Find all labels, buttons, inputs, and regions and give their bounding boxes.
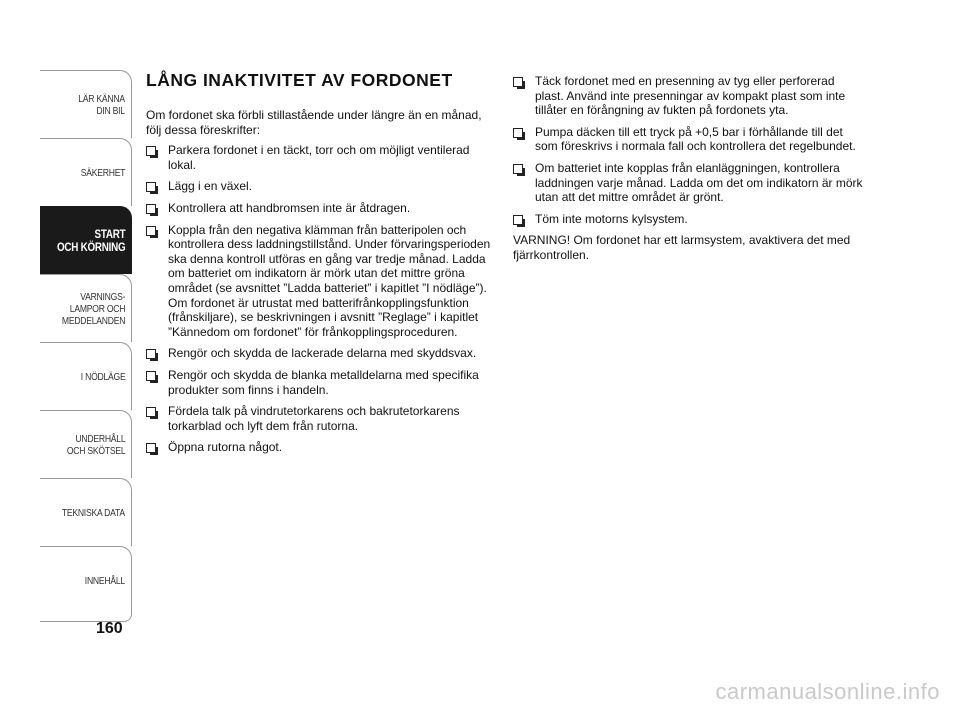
list-item — [146, 440, 496, 455]
checkbox-bullet-icon — [146, 182, 156, 192]
checkbox-bullet-icon — [146, 226, 156, 236]
list-item — [513, 161, 863, 205]
watermark: carmanualsonline.info — [715, 679, 940, 704]
chapter-tab-sakerhet[interactable] — [40, 138, 132, 206]
left-column — [146, 70, 496, 462]
checkbox-bullet-icon — [146, 443, 156, 453]
chapter-tab-lar-kanna[interactable] — [40, 70, 132, 138]
list-item — [146, 143, 496, 172]
list-item-text: Fördela talk på vindrutetorkarens och bakrutetorkarens torkarblad och lyft dem från rutorna. — [168, 404, 460, 433]
checkbox-bullet-icon — [146, 349, 156, 359]
intro-paragraph: Om fordonet ska förbli stillastående under längre än en månad, följ dessa föreskrifter: — [146, 108, 482, 137]
checkbox-bullet-icon — [513, 77, 523, 87]
list-item — [146, 223, 496, 340]
chapter-tab-tekniska-data[interactable] — [40, 478, 132, 546]
chapter-tab-underhall[interactable] — [40, 410, 132, 478]
checkbox-bullet-icon — [146, 407, 156, 417]
list-item — [146, 201, 496, 216]
list-item-text: Töm inte motorns kylsystem. — [535, 211, 688, 226]
chapter-tab-label: UNDERHÅLL OCH SKÖTSEL — [66, 432, 125, 457]
list-item — [513, 74, 863, 118]
chapter-tab-label: INNEHÅLL — [84, 574, 125, 587]
checkbox-bullet-icon — [513, 164, 523, 174]
chapter-tab-varningslampor[interactable] — [40, 274, 132, 342]
list-item — [513, 212, 863, 227]
page-title: LÅNG INAKTIVITET AV FORDONET — [146, 70, 453, 90]
warning-note: VARNING! Om fordonet har ett larmsystem, avaktivera det med fjärrkontrollen. — [513, 233, 851, 262]
list-item-text: Täck fordonet med en presenning av tyg eller perforerad plast. Använd inte presenningar av kompakt plast som inte tillåter en förångning av fukten på fordonets yta. — [535, 74, 846, 118]
list-item-text: Koppla från den negativa klämman från batteripolen och kontrollera dess laddningstillstånd. Under förvaringsperioden ska denna kontroll utföras en gång var tredje månad. Ladda om batteriet om indikatorn är mörk utan det mittre gröna området (se avsnittet ”Ladda batteriet” i kapitlet ”I nödläge”). Om fordonet är utrustat med batterifrånkopplingsfunktion (frånskiljare), se beskrivningen i avsnitt ”Reglage” i kapitlet ”Kännedom om fordonet” för frånkopplingsproceduren. — [168, 222, 491, 339]
chapter-tab-label: START OCH KÖRNING — [56, 226, 125, 254]
chapter-tab-label: I NÖDLÄGE — [80, 370, 125, 383]
chapter-tab-label: LÄR KÄNNA DIN BIL — [78, 92, 125, 117]
list-item-text: Kontrollera att handbromsen inte är åtdragen. — [168, 200, 411, 215]
list-item — [513, 125, 863, 154]
list-item-text: Rengör och skydda de lackerade delarna med skyddsvax. — [168, 346, 477, 361]
checkbox-bullet-icon — [513, 128, 523, 138]
list-item-text: Parkera fordonet i en täckt, torr och om möjligt ventilerad lokal. — [168, 143, 470, 172]
list-item — [146, 404, 496, 433]
chapter-sidebar — [40, 70, 132, 622]
chapter-tab-label: VARNINGS- LAMPOR OCH MEDDELANDEN — [61, 290, 125, 327]
list-item — [146, 179, 496, 194]
chapter-tab-start-och-korning[interactable] — [40, 206, 132, 274]
list-item — [146, 368, 496, 397]
chapter-tab-label: TEKNISKA DATA — [62, 506, 125, 519]
chapter-tab-i-nodlage[interactable] — [40, 342, 132, 410]
list-item-text: Om batteriet inte kopplas från elanläggningen, kontrollera laddningen varje månad. Ladda om det om indikatorn är mörk utan att det mittre området är grönt. — [535, 160, 863, 205]
page-number: 160 — [96, 620, 123, 637]
list-item-text: Rengör och skydda de blanka metalldelarna med specifika produkter som finns i handeln. — [168, 367, 479, 397]
checkbox-bullet-icon — [146, 146, 156, 156]
instruction-list-continued — [513, 74, 863, 226]
list-item-text: Pumpa däcken till ett tryck på +0,5 bar i förhållande till det som föreskrivs i normala fall och kontrollera det regelbundet. — [535, 124, 856, 154]
checkbox-bullet-icon — [513, 215, 523, 225]
chapter-tab-innehall[interactable] — [40, 546, 132, 614]
checkbox-bullet-icon — [146, 204, 156, 214]
instruction-list — [146, 143, 496, 455]
list-item-text: Lägg i en växel. — [168, 179, 253, 194]
right-column — [513, 74, 863, 275]
list-item-text: Öppna rutorna något. — [168, 440, 283, 455]
list-item — [146, 346, 496, 361]
checkbox-bullet-icon — [146, 371, 156, 381]
chapter-tab-label: SÄKERHET — [80, 166, 125, 179]
